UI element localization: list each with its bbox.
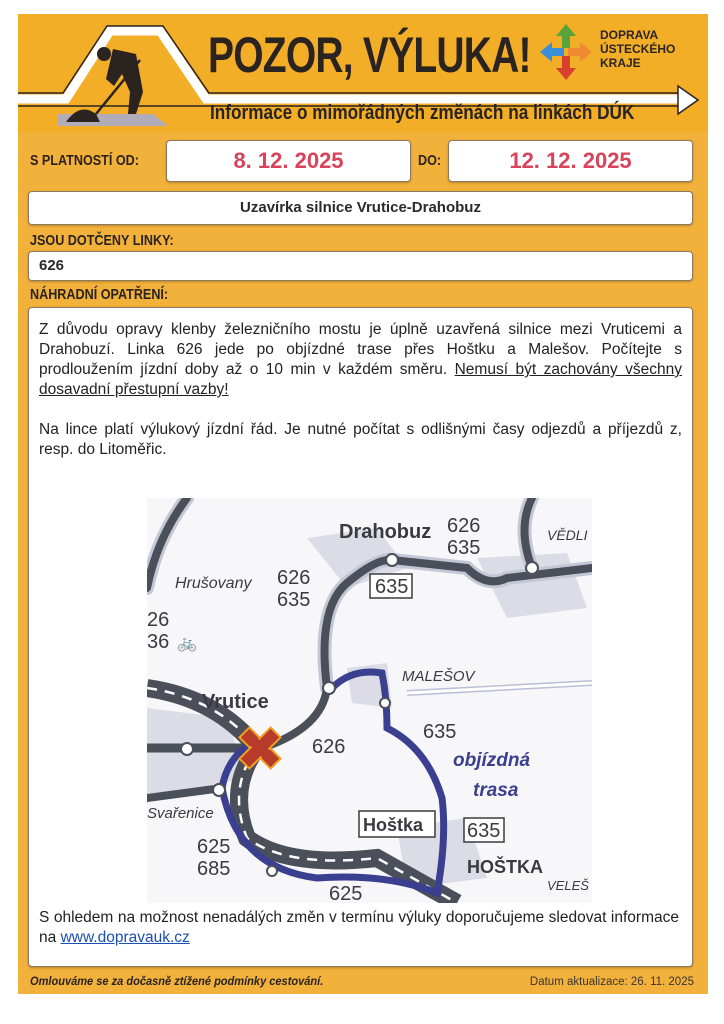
affected-lines-label: JSOU DOTČENY LINKY:	[30, 232, 174, 249]
validity-from-label: S PLATNOSTÍ OD:	[30, 152, 139, 169]
svg-text:Hrušovany: Hrušovany	[175, 575, 252, 592]
detour-map-graphic	[147, 498, 592, 903]
svg-text:625: 625	[329, 883, 363, 903]
duk-logo	[538, 22, 698, 86]
update-date: Datum aktualizace: 26. 11. 2025	[529, 976, 694, 988]
svg-text:635: 635	[423, 721, 457, 743]
svg-text:26: 26	[147, 609, 170, 631]
svg-text:objízdná: objízdná	[453, 750, 531, 771]
svg-text:MALEŠOV: MALEŠOV	[402, 668, 475, 685]
measures-paragraph-2: Na lince platí výlukový jízdní řád. Je nutné počítat s odlišnými časy odjezdů a příjezdů z, resp. do Litoměřic.	[39, 421, 682, 458]
apology-note: Omlouváme se za dočasně ztížené podmínky cestování.	[30, 974, 324, 988]
svg-text:🚲: 🚲	[177, 635, 197, 652]
svg-text:635: 635	[375, 576, 409, 598]
svg-text:Vrutice: Vrutice	[202, 691, 269, 713]
notice-sheet	[18, 14, 708, 994]
svg-text:Drahobuz: Drahobuz	[339, 521, 432, 543]
svg-text:685: 685	[197, 858, 231, 880]
svg-text:HOŠTKA: HOŠTKA	[467, 857, 543, 877]
measures-label: NÁHRADNÍ OPATŘENÍ:	[30, 286, 169, 303]
validity-to-value: 12. 12. 2025	[448, 140, 693, 182]
logo-text: DOPRAVA ÚSTECKÉHO KRAJE	[600, 28, 676, 70]
closure-headline: Uzavírka silnice Vrutice-Drahobuz	[28, 191, 693, 225]
affected-lines-value: 626	[28, 251, 693, 281]
svg-text:626: 626	[277, 567, 311, 589]
page-subtitle: Informace o mimořádných změnách na linkách DÚK	[210, 102, 635, 124]
svg-text:36: 36	[147, 631, 170, 653]
svg-text:Hoštka: Hoštka	[363, 815, 424, 835]
svg-text:635: 635	[447, 537, 481, 559]
transfer-warning: Nemusí být zachovány všechny dosavadní přestupní vazby!	[39, 361, 682, 398]
dopravauk-link[interactable]: www.dopravauk.cz	[60, 929, 190, 946]
measures-paragraph-1: Z důvodu opravy klenby železničního mostu je úplně uzavřená silnice mezi Vruticemi a Drahobuzí. Linka 626 jede po objízdné trase přes Hoštku a Malešov. Počítejte s prodloužením jízdní doby až o 10 min v každém směru. Nemusí být zachovány všechny dosavadní přestupní vazby!	[39, 321, 682, 398]
svg-text:trasa: trasa	[473, 780, 519, 801]
svg-text:635: 635	[277, 589, 311, 611]
svg-text:VELEŠ: VELEŠ	[547, 878, 589, 893]
arrows-cross-logo-icon	[538, 22, 594, 82]
measures-box	[28, 307, 693, 967]
svg-text:635: 635	[467, 820, 501, 842]
svg-text:VĚDLI: VĚDLI	[547, 527, 588, 543]
detour-map	[147, 498, 592, 903]
svg-text:626: 626	[447, 515, 481, 537]
validity-from-value: 8. 12. 2025	[166, 140, 411, 182]
measures-paragraph-3: S ohledem na možnost nenadálých změn v termínu výluky doporučujeme sledovat informace na www.dopravauk.cz	[39, 909, 679, 946]
svg-text:Svařenice: Svařenice	[147, 805, 214, 822]
validity-to-label: DO:	[418, 152, 442, 169]
svg-text:625: 625	[197, 836, 231, 858]
header-banner	[18, 14, 708, 132]
page-title: POZOR, VÝLUKA!	[208, 27, 531, 83]
svg-text:626: 626	[312, 736, 346, 758]
